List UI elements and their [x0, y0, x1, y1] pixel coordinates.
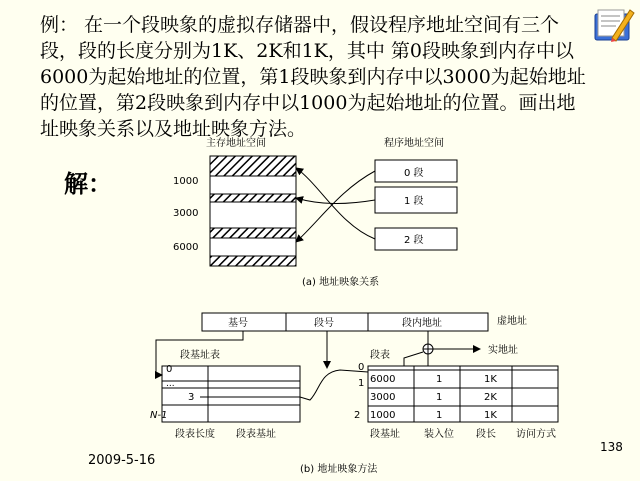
- segment-table-row-label: 1: [358, 378, 365, 389]
- problem-line: 段，段的长度分别为1K、2K和1K，其中 第0段映象到内存中以: [40, 40, 574, 62]
- main-memory-column: [210, 156, 296, 266]
- virtual-address-label: 虚地址: [497, 316, 527, 327]
- memory-address-label: 3000: [173, 208, 199, 219]
- segment-table-cell: 3000: [370, 392, 396, 403]
- page-number: 138: [600, 440, 623, 454]
- base-table-row-label: N-1: [150, 410, 168, 421]
- problem-line: 的位置，第2段映象到内存中以1000为起始地址的位置。画出地: [40, 92, 576, 114]
- segment-table-cell: 1: [436, 374, 443, 385]
- segment-base-table-title: 段基址表: [180, 350, 220, 361]
- figure-b-caption: (b) 地址映象方法: [300, 464, 378, 475]
- virtual-field-offset: 段内地址: [402, 318, 442, 329]
- segment-table-title: 段表: [370, 350, 390, 361]
- segment-table-cell: 2K: [484, 392, 497, 403]
- segment-table-column: 装入位: [424, 429, 454, 440]
- memory-hatched-block: [210, 228, 296, 238]
- problem-line: 例： 在一个段映象的虚拟存储器中，假设程序地址空间有三个: [40, 14, 560, 36]
- problem-line: 址映象关系以及地址映象方法。: [40, 118, 307, 140]
- footer-date: 2009-5-16: [88, 453, 156, 468]
- base-table-row-label: ...: [166, 379, 175, 389]
- solution-label: 解：: [64, 170, 112, 198]
- memory-hatched-block: [210, 256, 296, 266]
- main-memory-title: 主存地址空间: [206, 138, 266, 149]
- segment-label: 2 段: [404, 235, 424, 246]
- base-table-row-label: 0: [166, 364, 173, 375]
- segment-table-cell: 1: [436, 392, 443, 403]
- problem-line: 6000为起始地址的位置，第1段映象到内存中以3000为起始地址: [40, 66, 586, 88]
- segment-table-cell: 1K: [484, 374, 497, 385]
- segment-table-column: 访问方式: [516, 429, 556, 440]
- memory-hatched-block: [210, 156, 296, 176]
- segment-label: 1 段: [404, 196, 424, 207]
- segment-table: [368, 366, 558, 422]
- segment-table-column: 段基址: [370, 429, 400, 440]
- segment-table-row-label: 0: [358, 362, 365, 373]
- segment-table-cell: 1: [436, 410, 443, 421]
- segment-label: 0 段: [404, 168, 424, 179]
- segment-base-table: [162, 366, 300, 422]
- memory-address-label: 6000: [173, 242, 199, 253]
- base-table-value: 3: [188, 392, 195, 403]
- segment-table-cell: 1000: [370, 410, 396, 421]
- segment-table-row-label: 2: [354, 410, 361, 421]
- memory-hatched-block: [210, 194, 296, 202]
- segment-table-cell: 1K: [484, 410, 497, 421]
- mapping-lines: [296, 168, 375, 242]
- segment-table-column: 段长: [476, 429, 496, 440]
- virtual-field-segment: 段号: [314, 318, 334, 329]
- segment-table-cell: 6000: [370, 374, 396, 385]
- program-space-title: 程序地址空间: [384, 138, 444, 149]
- virtual-field-base: 基号: [228, 318, 248, 329]
- memory-address-label: 1000: [173, 176, 199, 187]
- base-table-column-base: 段表基址: [236, 429, 276, 440]
- real-address-label: 实地址: [488, 345, 518, 356]
- figure-a-caption: (a) 地址映象关系: [302, 277, 380, 288]
- base-table-column-length: 段表长度: [175, 429, 215, 440]
